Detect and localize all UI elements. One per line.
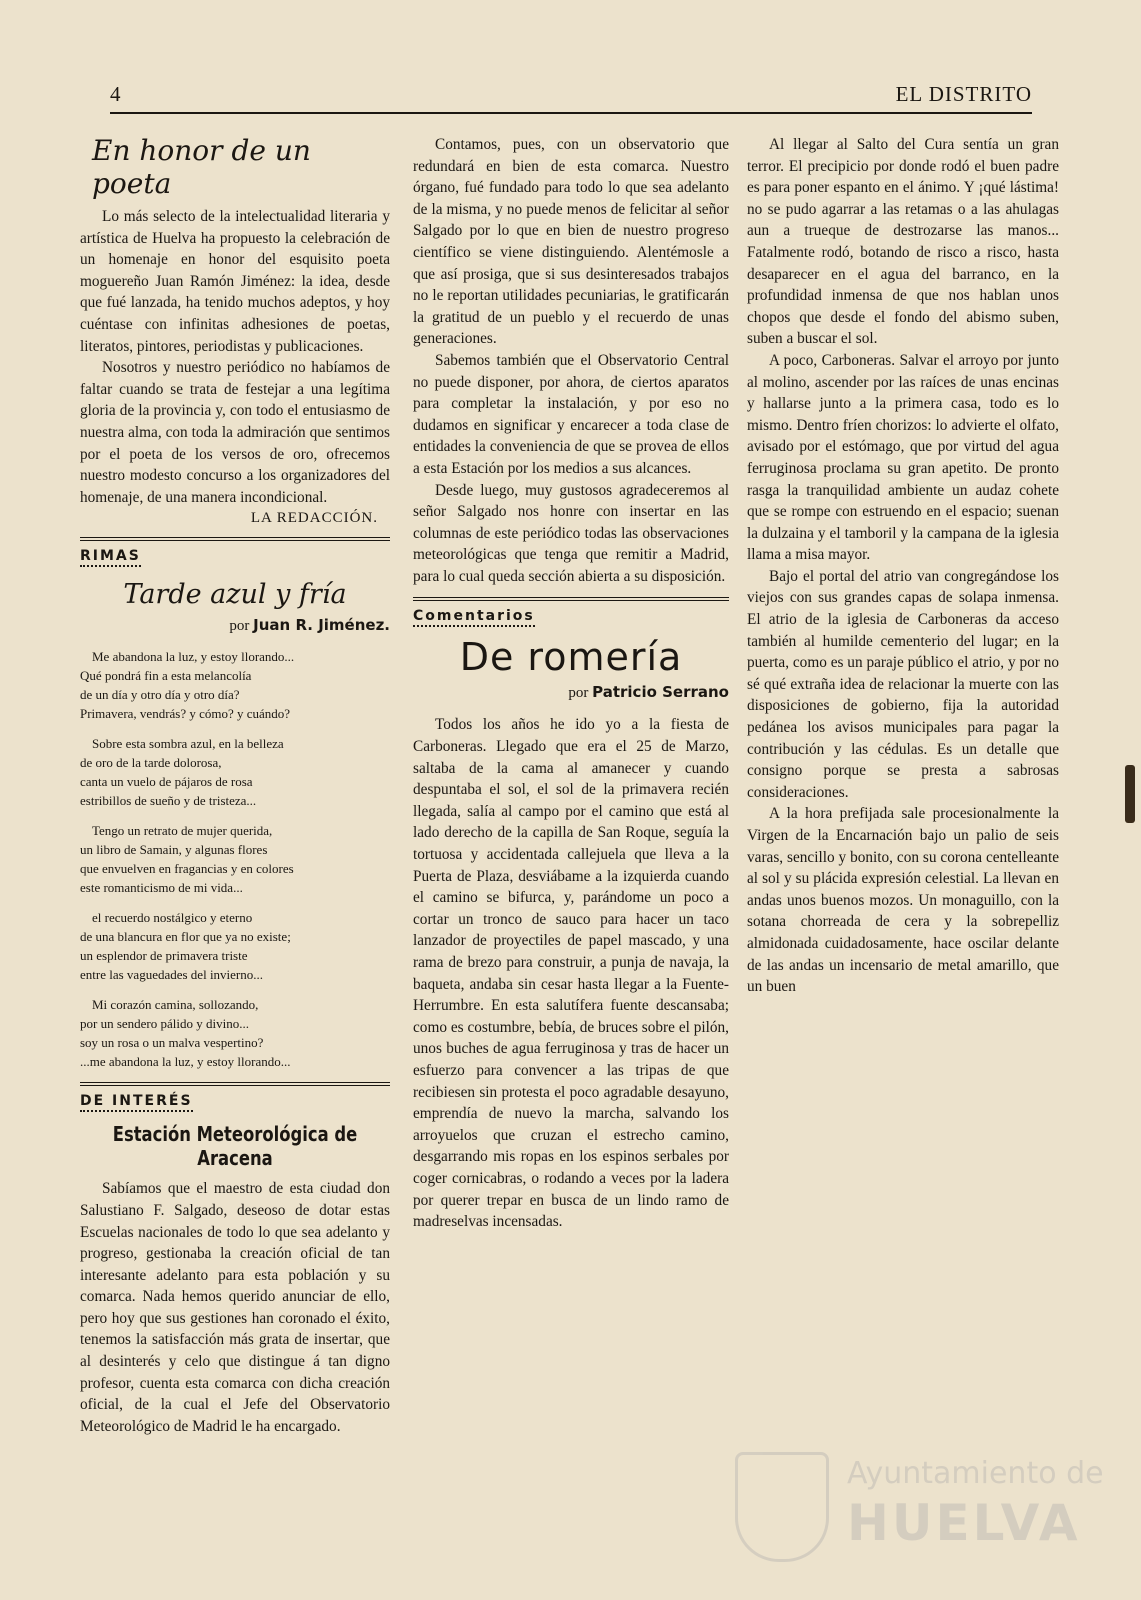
watermark-line-2: HUELVA	[847, 1494, 1081, 1552]
romeria-section-label: Comentarios	[413, 608, 535, 627]
poem-line: soy un rosa o un malva vespertino?	[80, 1035, 264, 1051]
watermark-line-1: Ayuntamiento de	[847, 1456, 1104, 1491]
poem-line: Mi corazón camina, sollozando,	[92, 997, 259, 1013]
page-number: 4	[110, 82, 121, 106]
poem-line: por un sendero pálido y divino...	[80, 1016, 249, 1032]
romeria-paragraph: A la hora prefijada sale procesionalmente la Virgen de la Encarnación bajo un palio de seis varas, sencillo y bonito, con su corona centelleante al sol y su plácida expresión celestial. La llevan en andas unos buenos mozos. Un monaguillo, con la sotana chorreada de cera y la sobrepelliz almidonada cuidadosamente, hace oscilar delante de las andas un incensario de metal amarillo, que un buen	[747, 805, 1059, 996]
estacion-section-label: DE INTERÉS	[80, 1093, 193, 1112]
poem-line: un libro de Samain, y algunas flores	[80, 842, 268, 858]
romeria-title: De romería	[459, 635, 683, 680]
page-header	[110, 82, 1032, 114]
romeria-byline	[413, 683, 729, 702]
estacion-paragraph: Sabíamos que el maestro de esta ciudad don Salustiano F. Salgado, deseoso de dotar estas Escuelas nacionales de todo lo que sea adelanto y progreso, gestionaba la creación oficial de tan interesante adelanto para esta población y su comarca. Nada hemos querido anunciar de ello, pero hoy que sus gestiones han coronado el éxito, tenemos la satisfacción más grata de insertar, que al desinterés y celo que distingue á tan digno profesor, cuenta esta comarca con dicha creación oficial, de la cual el Jefe del Observatorio Meteorológico de Madrid le ha encargado.	[80, 1180, 390, 1435]
byline-prefix: por	[229, 618, 250, 635]
rimas-section-label: RIMAS	[80, 548, 141, 567]
romeria-paragraph: A poco, Carboneras. Salvar el arroyo por junto al molino, ascender por las raíces de unas encinas y hallarse junto a la primera casa, todo es lo mismo. Dentro fríen chorizos: lo advierte el olfato, avisado por el estómago, que por virtud del agua ferruginosa proclama su gran apetito. De pronto rasga la tranquilidad ambiente un audaz cohete que se rompe con estruendo en el espacio; suenan la dulzaina y el tamboril y la campana de la iglesia llama a misa mayor.	[747, 351, 1059, 564]
byline-prefix: por	[568, 685, 589, 702]
coat-of-arms-icon	[735, 1452, 829, 1562]
romeria-paragraph: Bajo el portal del atrio van congregándose los viejos con sus grandes capas de solapa inmensa. El atrio de la iglesia de Carboneras da acceso también al humilde cementerio del lugar; en la puerta, como es un paraje público el atrio, y por no sé qué extraña idea de relacionar la muerte con las disposiciones de gobierno, fija la autoridad pedánea los avisos municipales para pagar la contribución y las cédulas. Es un detalle que consigno porque se presta a sabrosas consideraciones.	[747, 567, 1059, 801]
poem-stanza	[80, 647, 390, 723]
column-3	[747, 134, 1059, 998]
estacion-paragraph: Desde luego, muy gustosos agradeceremos al señor Salgado nos honre con insertar en las columnas de este periódico todas las observaciones meteorológicas que tenga que remitir a Madrid, para lo cual queda sección abierta a su disposición.	[413, 481, 729, 585]
rimas-title: Tarde azul y fría	[123, 579, 347, 611]
estacion-title: Estación Meteorológica de Aracena	[112, 1122, 358, 1171]
poem-line: este romanticismo de mi vida...	[80, 880, 243, 896]
poeta-signature: LA REDACCIÓN.	[250, 510, 378, 527]
romeria-paragraph: Todos los años he ido yo a la fiesta de Carboneras. Llegado que era el 25 de Marzo, saltaba de la cama al amanecer y cuando despuntaba el sol, el sol de la primavera recién llegada, salía al campo por el camino que está al lado derecho de la capilla de San Roque, seguía la tortuosa y accidentada callejuela que lleva a la Puerta de Plaza, desviábame a la izquierda cuando el camino se bifurca, y, parándome un poco a cortar un tronco de sauco para hacer un taco lanzador de proyectiles de papel mascado, y una rama de brezo para construir, a punja de navaja, la baqueta, andaba sin cesar hasta llegar a la Fuente-Herrumbre. En esta salutífera fuente descansaba; como es costumbre, bebía, de bruces sobre el pilón, unos buches de agua ferruginosa y tras de hacer un esfuerzo para convencer a las tripas de que recibiesen sin protesta el poco agradable desayuno, emprendía de nuevo la marcha, salvando los arroyuelos que cruzan el estrecho camino, desgarrando mis ropas en los espinos serbales por coger cornicabras, o rodando a veces por la ladera por querer trepar en busca de un lindo ramo de madreselvas incensadas.	[413, 716, 729, 1231]
poem-line: de oro de la tarde dolorosa,	[80, 755, 222, 771]
binding-mark	[1125, 765, 1135, 823]
column-2	[413, 134, 729, 1233]
poem-stanza	[80, 821, 390, 897]
poem-stanza	[80, 995, 390, 1071]
poeta-paragraph: Lo más selecto de la intelectualidad literaria y artística de Huelva ha propuesto la celebración de un homenaje en honor del esquisito poeta moguereño Juan Ramón Jiménez: la idea, desde que fué lanzada, ha tenido muchos adeptos, y hoy cuéntase con infinitas adhesiones de poetas, literatos, pintores, periodistas y publicaciones.	[80, 208, 390, 355]
poem-line: de un día y otro día y otro día?	[80, 687, 240, 703]
archive-watermark	[735, 1450, 1104, 1560]
poem-line: Primavera, vendrás? y cómo? y cuándo?	[80, 706, 291, 722]
section-divider	[80, 1082, 390, 1086]
section-divider	[413, 597, 729, 601]
poem-line: canta un vuelo de pájaros de rosa	[80, 774, 253, 790]
poem-line: Qué pondrá fin a esta melancolía	[80, 668, 252, 684]
poem-line: de una blancura en flor que ya no existe;	[80, 929, 291, 945]
poem-line: Sobre esta sombra azul, en la belleza	[92, 736, 284, 752]
newspaper-title: EL DISTRITO	[895, 82, 1032, 106]
poem-line: entre las vaguedades del invierno...	[80, 967, 264, 983]
estacion-paragraph: Contamos, pues, con un observatorio que redundará en bien de esta comarca. Nuestro órgano, fué fundado para todo lo que sea adelanto de la misma, y no puede menos de felicitar al señor Salgado por lo que en bien de nuestro progreso científico se viene distinguiendo. Alentémosle a que así prosiga, que si sus desinteresados trabajos no le reportan utilidades pecuniarias, le gratificarán la gratitud de un pueblo y el recuerdo de unas generaciones.	[413, 136, 729, 348]
column-1	[80, 134, 390, 1437]
rimas-byline	[80, 616, 390, 635]
poem-stanza	[80, 908, 390, 984]
rimas-author: Juan R. Jiménez.	[253, 616, 390, 635]
poem-line: estribillos de sueño y de tristeza...	[80, 793, 257, 809]
section-divider	[80, 537, 390, 541]
poeta-paragraph: Nosotros y nuestro periódico no habíamos de faltar cuando se trata de festejar a una legítima gloria de la provincia y, con todo el entusiasmo de nuestra alma, con toda la admiración que sentimos por el poeta de los versos de oro, ofrecemos nuestro modesto concurso a los organizadores del homenaje, de una manera incondicional.	[80, 359, 390, 506]
romeria-author: Patricio Serrano	[592, 683, 729, 702]
romeria-paragraph: Al llegar al Salto del Cura sentía un gran terror. El precipicio por donde rodó el buen padre es para poner espanto en el ánimo. Y ¡qué lástima! no se pudo agarrar a las retamas o a las ahulagas aun a trueque de destrozarse las manos... Fatalmente rodó, botando de risco a risco, hasta desaparecer en el agua del barranco, en la profundidad inmensa de que nos hablan unos chopos que desde el fondo del abismo suben, suben a buscar el sol.	[747, 136, 1059, 348]
poem-stanza	[80, 734, 390, 810]
poem-line: el recuerdo nostálgico y eterno	[92, 910, 253, 926]
poem-line: ...me abandona la luz, y estoy llorando...	[80, 1054, 291, 1070]
poeta-title: En honor de un poeta	[92, 134, 311, 200]
estacion-paragraph: Sabemos también que el Observatorio Central no puede disponer, por ahora, de ciertos aparatos para completar la instalación, y por eso no dudamos en significar y encarecer a toda clase de entidades la conveniencia de que se provea de ellos a esta Estación por los medios a sus alcances.	[413, 351, 729, 477]
poem-line: Me abandona la luz, y estoy llorando...	[92, 649, 295, 665]
poem-line: que envuelven en fragancias y en colores	[80, 861, 294, 877]
poem-line: Tengo un retrato de mujer querida,	[92, 823, 273, 839]
poem-line: un esplendor de primavera triste	[80, 948, 248, 964]
